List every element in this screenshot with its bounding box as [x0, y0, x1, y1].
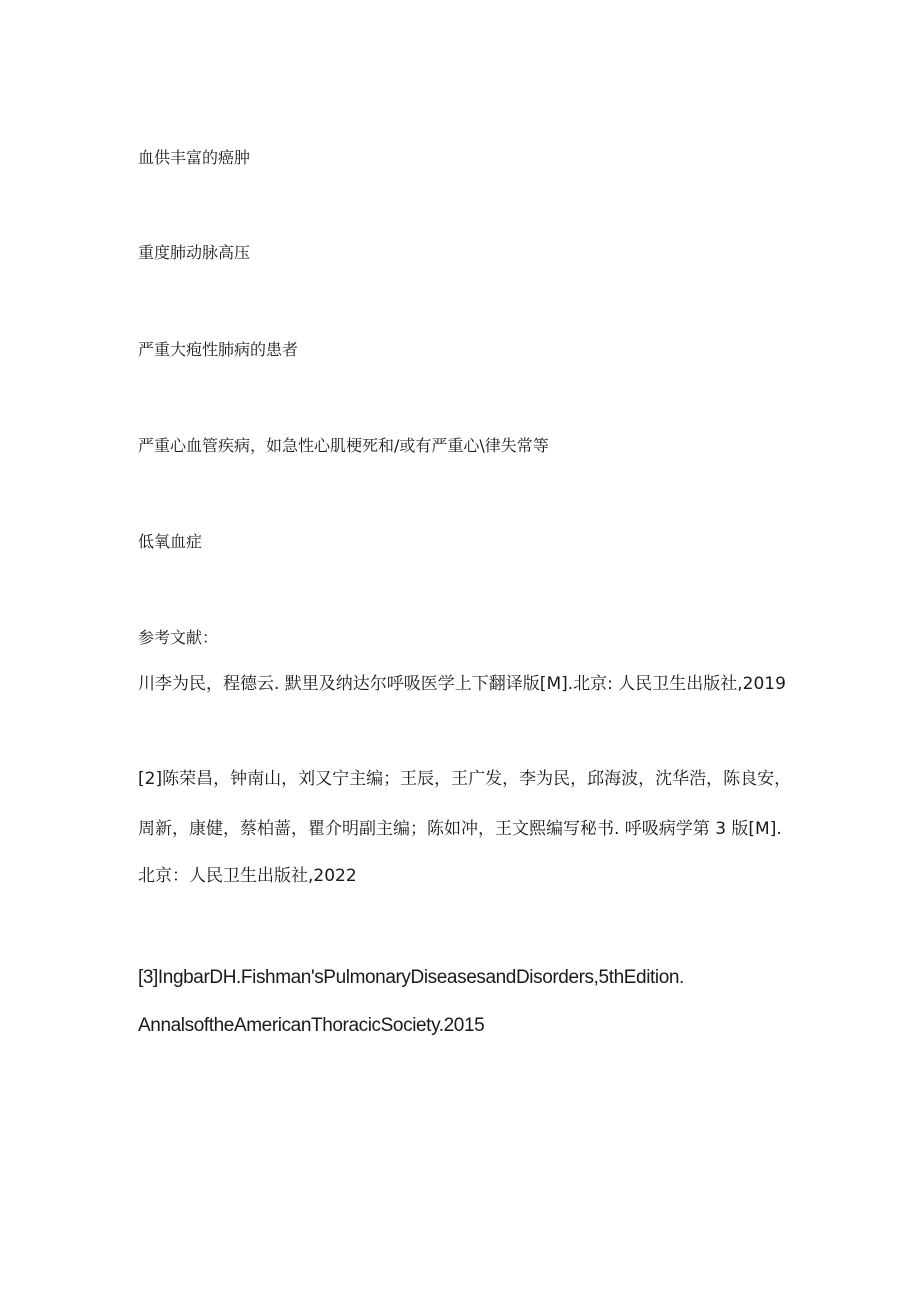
contraindication-item: 重度肺动脉高压: [138, 243, 251, 262]
references-heading: 参考文献：: [138, 628, 219, 647]
reference-2-line-2: 周新，康健，蔡柏蔷，瞿介明副主编；陈如冲，王文熙编写秘书. 呼吸病学第 3 版[M].: [138, 819, 782, 839]
contraindication-item: 严重心血管疾病，如急性心肌梗死和/或有严重心\律失常等: [138, 436, 549, 455]
reference-3-line-2: AnnalsoftheAmericanThoracicSociety.2015: [138, 1015, 485, 1036]
reference-1: 川李为民，程德云. 默里及纳达尔呼吸医学上下翻译版[M].北京: 人民卫生出版社,2019: [138, 674, 786, 694]
reference-2-line-3: 北京：人民卫生出版社,2022: [138, 866, 357, 886]
reference-3-line-1: [3]IngbarDH.Fishman'sPulmonaryDiseasesandDisorders,5thEdition.: [138, 967, 684, 988]
reference-2-line-1: [2]陈荣昌，钟南山，刘又宁主编；王辰，王广发，李为民，邱海波，沈华浩，陈良安，: [138, 769, 792, 789]
contraindication-item: 严重大疱性肺病的患者: [138, 340, 299, 359]
contraindication-item: 低氧血症: [138, 532, 203, 551]
contraindication-item: 血供丰富的癌肿: [138, 148, 251, 167]
